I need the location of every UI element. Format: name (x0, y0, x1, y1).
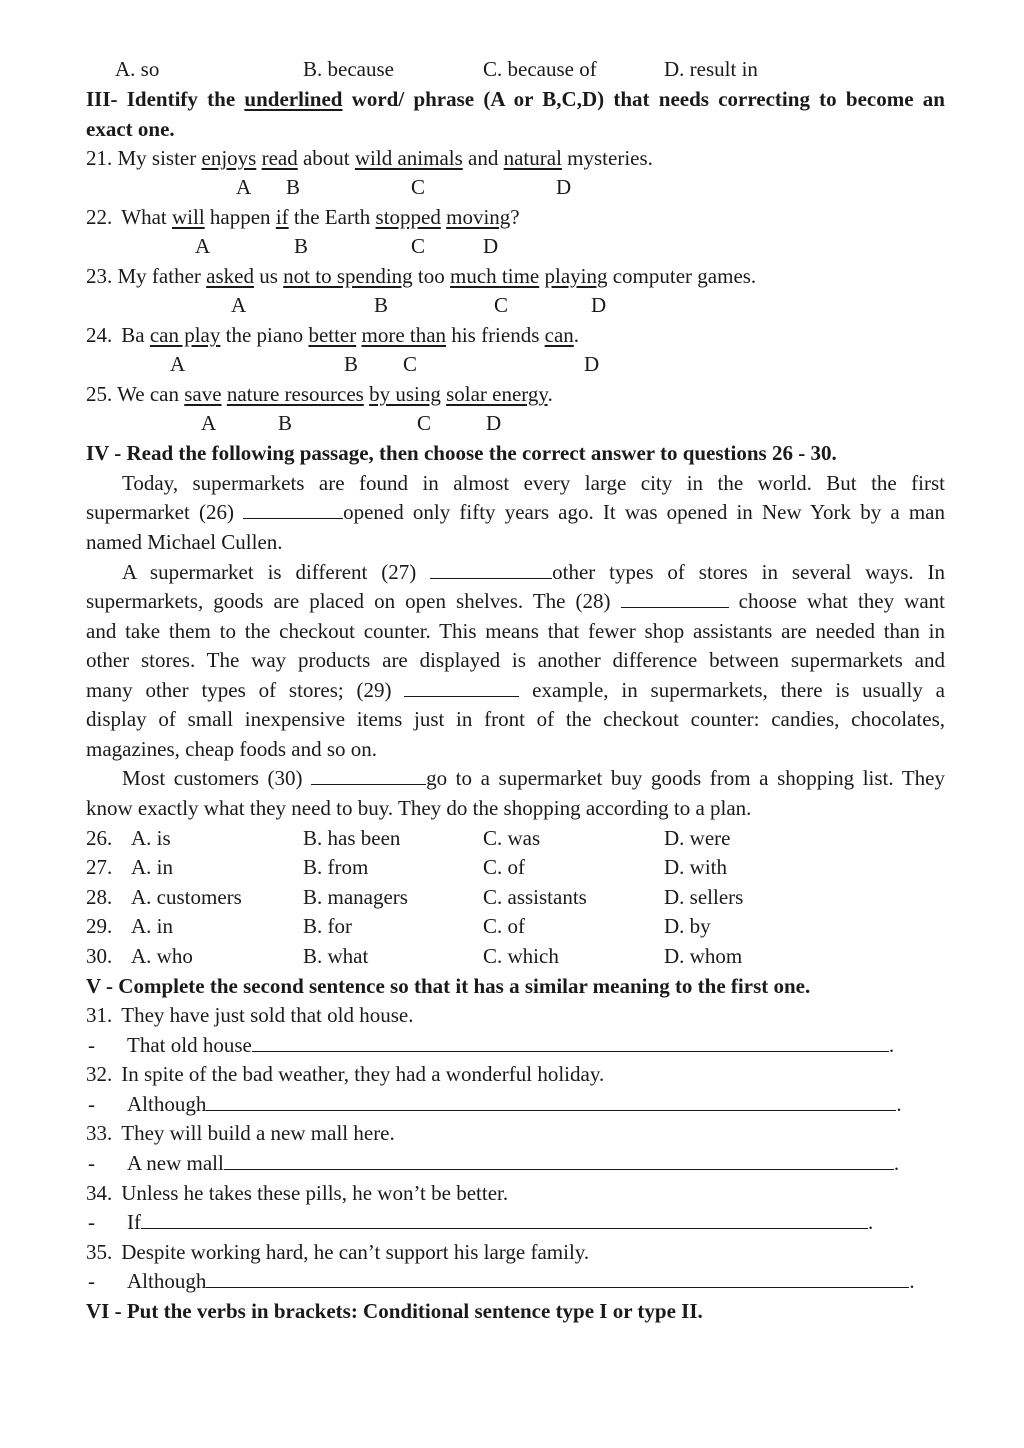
answer-option-d: D. with (664, 855, 727, 879)
section-5-title: V - Complete the second sentence so that it has a similar meaning to the first one. (86, 974, 811, 998)
question-text: too (412, 264, 450, 288)
letter-d: D (584, 352, 600, 376)
blank-29[interactable] (404, 680, 519, 697)
section-3-title-part: word/ phrase (A or B,C,D) that needs correcting to become an (342, 87, 945, 111)
section-3-title-part: III- Identify the (86, 87, 245, 111)
question-text: . (573, 323, 580, 347)
passage-text: go to a supermarket buy goods from a shopping list. They (426, 766, 945, 790)
passage-line: display of small inexpensive items just in front of the checkout counter: candies, chocolates, (86, 707, 945, 731)
blank-27[interactable] (430, 562, 552, 579)
original-sentence: They will build a new mall here. (121, 1121, 395, 1145)
underlined-option-d: playing (544, 264, 608, 288)
underlined-option-c: wild animals (354, 146, 463, 170)
answer-blank[interactable] (206, 1094, 896, 1111)
letter-b: B (286, 175, 301, 199)
original-sentence: Unless he takes these pills, he won’t be better. (121, 1181, 509, 1205)
answer-option-c: C. of (483, 914, 525, 938)
letter-a: A (231, 293, 247, 317)
question-number: 25. (86, 382, 113, 406)
answer-option-d: D. sellers (664, 885, 744, 909)
answer-option-a: A. in (131, 914, 173, 938)
passage-text: other types of stores in several ways. In (552, 560, 945, 584)
answer-option-b: B. what (303, 944, 369, 968)
answer-option-b: B. managers (303, 885, 408, 909)
rewrite-prompt: That old house (127, 1033, 252, 1057)
answer-option-d: D. whom (664, 944, 743, 968)
letter-c: C (403, 352, 418, 376)
underlined-option-c: much time (450, 264, 540, 288)
question-25 (86, 382, 553, 406)
question-text: the piano (220, 323, 309, 347)
underlined-option-a: enjoys (201, 146, 257, 170)
underlined-option-d: can (544, 323, 574, 347)
passage-line: magazines, cheap foods and so on. (86, 737, 377, 761)
answer-option-c: C. of (483, 855, 525, 879)
letter-c: C (411, 175, 426, 199)
question-number: 32. (86, 1062, 113, 1086)
letter-d: D (556, 175, 572, 199)
rewrite-prompt: Although (127, 1269, 207, 1293)
letter-b: B (374, 293, 389, 317)
blank-30[interactable] (311, 768, 426, 785)
answer-option-a: A. in (131, 855, 173, 879)
answer-option-a: A. is (131, 826, 171, 850)
question-21 (86, 146, 653, 170)
option-a: A. so (115, 57, 160, 81)
rewrite-dash: - (88, 1151, 95, 1175)
letter-a: A (170, 352, 186, 376)
answer-option-a: A. who (131, 944, 193, 968)
blank-28[interactable] (621, 591, 729, 608)
question-text: happen (204, 205, 276, 229)
answer-option-b: B. from (303, 855, 369, 879)
question-number: 35. (86, 1240, 113, 1264)
rewrite-question (86, 1181, 508, 1205)
underlined-option-c: more than (361, 323, 447, 347)
question-text: What (121, 205, 172, 229)
passage-line: and take them to the checkout counter. This means that fewer shop assistants are needed than in (86, 619, 945, 643)
question-text: Ba (121, 323, 150, 347)
answer-option-c: C. which (483, 944, 559, 968)
rewrite-end: . (909, 1269, 915, 1293)
underlined-option-d: solar energy (446, 382, 548, 406)
answer-blank[interactable] (224, 1153, 894, 1170)
answer-option-d: D. by (664, 914, 711, 938)
letter-d: D (483, 234, 499, 258)
rewrite-answer-line (127, 1269, 915, 1293)
rewrite-end: . (896, 1092, 902, 1116)
underlined-option-b: if (275, 205, 289, 229)
underlined-option-d: natural (503, 146, 562, 170)
passage-line (86, 589, 945, 613)
option-b: B. because (303, 57, 394, 81)
rewrite-question (86, 1240, 589, 1264)
rewrite-question (86, 1062, 604, 1086)
section-4-title: IV - Read the following passage, then choose the correct answer to questions 26 - 30. (86, 441, 837, 465)
question-number: 33. (86, 1121, 113, 1145)
question-23 (86, 264, 756, 288)
passage-line (86, 500, 945, 524)
section-3-title (86, 87, 945, 111)
passage-text: Most customers (30) (122, 766, 312, 790)
letter-c: C (494, 293, 509, 317)
question-number: 21. (86, 146, 113, 170)
passage-text: many other types of stores; (29) (86, 678, 405, 702)
underlined-option-b: nature resources (226, 382, 364, 406)
letter-c: C (417, 411, 432, 435)
underlined-option-c: stopped (375, 205, 441, 229)
passage-line: named Michael Cullen. (86, 530, 283, 554)
question-22 (86, 205, 520, 229)
question-text: his friends (446, 323, 545, 347)
question-text: My father (112, 264, 207, 288)
answer-option-b: B. has been (303, 826, 401, 850)
underlined-option-c: by using (369, 382, 441, 406)
question-number: 23. (86, 264, 113, 288)
question-number: 24. (86, 323, 113, 347)
section-3-title-line2: exact one. (86, 117, 175, 141)
rewrite-answer-line (127, 1151, 899, 1175)
question-text: My sister (112, 146, 202, 170)
question-text: the Earth (288, 205, 376, 229)
passage-text: opened only fifty years ago. It was opened in New York by a man (343, 500, 945, 524)
original-sentence: In spite of the bad weather, they had a wonderful holiday. (121, 1062, 605, 1086)
answer-option-b: B. for (303, 914, 352, 938)
original-sentence: Despite working hard, he can’t support his large family. (121, 1240, 590, 1264)
answer-number: 27. (86, 855, 113, 879)
passage-line: other stores. The way products are displayed is another difference between supermarkets and (86, 648, 945, 672)
question-text: ? (510, 205, 520, 229)
rewrite-prompt: A new mall (127, 1151, 224, 1175)
rewrite-dash: - (88, 1033, 95, 1057)
question-number: 22. (86, 205, 113, 229)
answer-option-a: A. customers (131, 885, 242, 909)
question-text: We can (112, 382, 185, 406)
answer-blank[interactable] (252, 1035, 889, 1052)
rewrite-prompt: If (127, 1210, 141, 1234)
rewrite-question (86, 1121, 395, 1145)
passage-line (122, 560, 945, 584)
passage-text: example, in supermarkets, there is usually a (519, 678, 945, 702)
answer-number: 30. (86, 944, 113, 968)
rewrite-end: . (868, 1210, 874, 1234)
underlined-option-a: will (171, 205, 205, 229)
letter-a: A (201, 411, 217, 435)
answer-option-c: C. was (483, 826, 541, 850)
section-3-title-underlined: underlined (244, 87, 343, 111)
letter-d: D (591, 293, 607, 317)
passage-line (86, 678, 945, 702)
underlined-option-b: not to spending (283, 264, 413, 288)
option-c: C. because of (483, 57, 597, 81)
rewrite-answer-line (127, 1210, 873, 1234)
passage-line (122, 766, 945, 790)
question-24 (86, 323, 579, 347)
question-number: 34. (86, 1181, 113, 1205)
passage-text: supermarket (26) (86, 500, 244, 524)
letter-a: A (236, 175, 252, 199)
original-sentence: They have just sold that old house. (121, 1003, 414, 1027)
passage-text: supermarkets, goods are placed on open shelves. The (28) (86, 589, 621, 613)
answer-number: 26. (86, 826, 113, 850)
question-number: 31. (86, 1003, 113, 1027)
rewrite-answer-line (127, 1092, 902, 1116)
letter-d: D (486, 411, 502, 435)
letter-c: C (411, 234, 426, 258)
question-text: about (297, 146, 355, 170)
underlined-option-a: can play (149, 323, 221, 347)
answer-blank[interactable] (206, 1271, 909, 1288)
rewrite-prompt: Although (127, 1092, 207, 1116)
blank-26[interactable] (243, 502, 343, 519)
answer-option-c: C. assistants (483, 885, 587, 909)
underlined-option-a: save (184, 382, 222, 406)
section-6-title: VI - Put the verbs in brackets: Conditional sentence type I or type II. (86, 1299, 703, 1323)
passage-line: know exactly what they need to buy. They do the shopping according to a plan. (86, 796, 752, 820)
answer-number: 29. (86, 914, 113, 938)
rewrite-dash: - (88, 1092, 95, 1116)
letter-b: B (344, 352, 359, 376)
letter-b: B (294, 234, 309, 258)
question-text: mysteries. (561, 146, 653, 170)
question-text: computer games. (607, 264, 757, 288)
answer-option-d: D. were (664, 826, 731, 850)
question-text: and (462, 146, 504, 170)
letter-b: B (278, 411, 293, 435)
underlined-option-d: moving (446, 205, 511, 229)
option-d: D. result in (664, 57, 758, 81)
rewrite-dash: - (88, 1210, 95, 1234)
rewrite-end: . (893, 1151, 900, 1175)
underlined-option-b: read (261, 146, 298, 170)
question-text: us (253, 264, 284, 288)
passage-text: A supermarket is different (27) (122, 560, 431, 584)
underlined-option-b: better (308, 323, 357, 347)
rewrite-dash: - (88, 1269, 95, 1293)
passage-text: choose what they want (728, 589, 945, 613)
letter-a: A (195, 234, 211, 258)
underlined-option-a: asked (206, 264, 254, 288)
passage-line: Today, supermarkets are found in almost every large city in the world. But the first (122, 471, 945, 495)
rewrite-end: . (888, 1033, 895, 1057)
rewrite-answer-line (127, 1033, 894, 1057)
answer-blank[interactable] (141, 1212, 868, 1229)
rewrite-question (86, 1003, 413, 1027)
answer-number: 28. (86, 885, 113, 909)
question-text: . (547, 382, 553, 406)
